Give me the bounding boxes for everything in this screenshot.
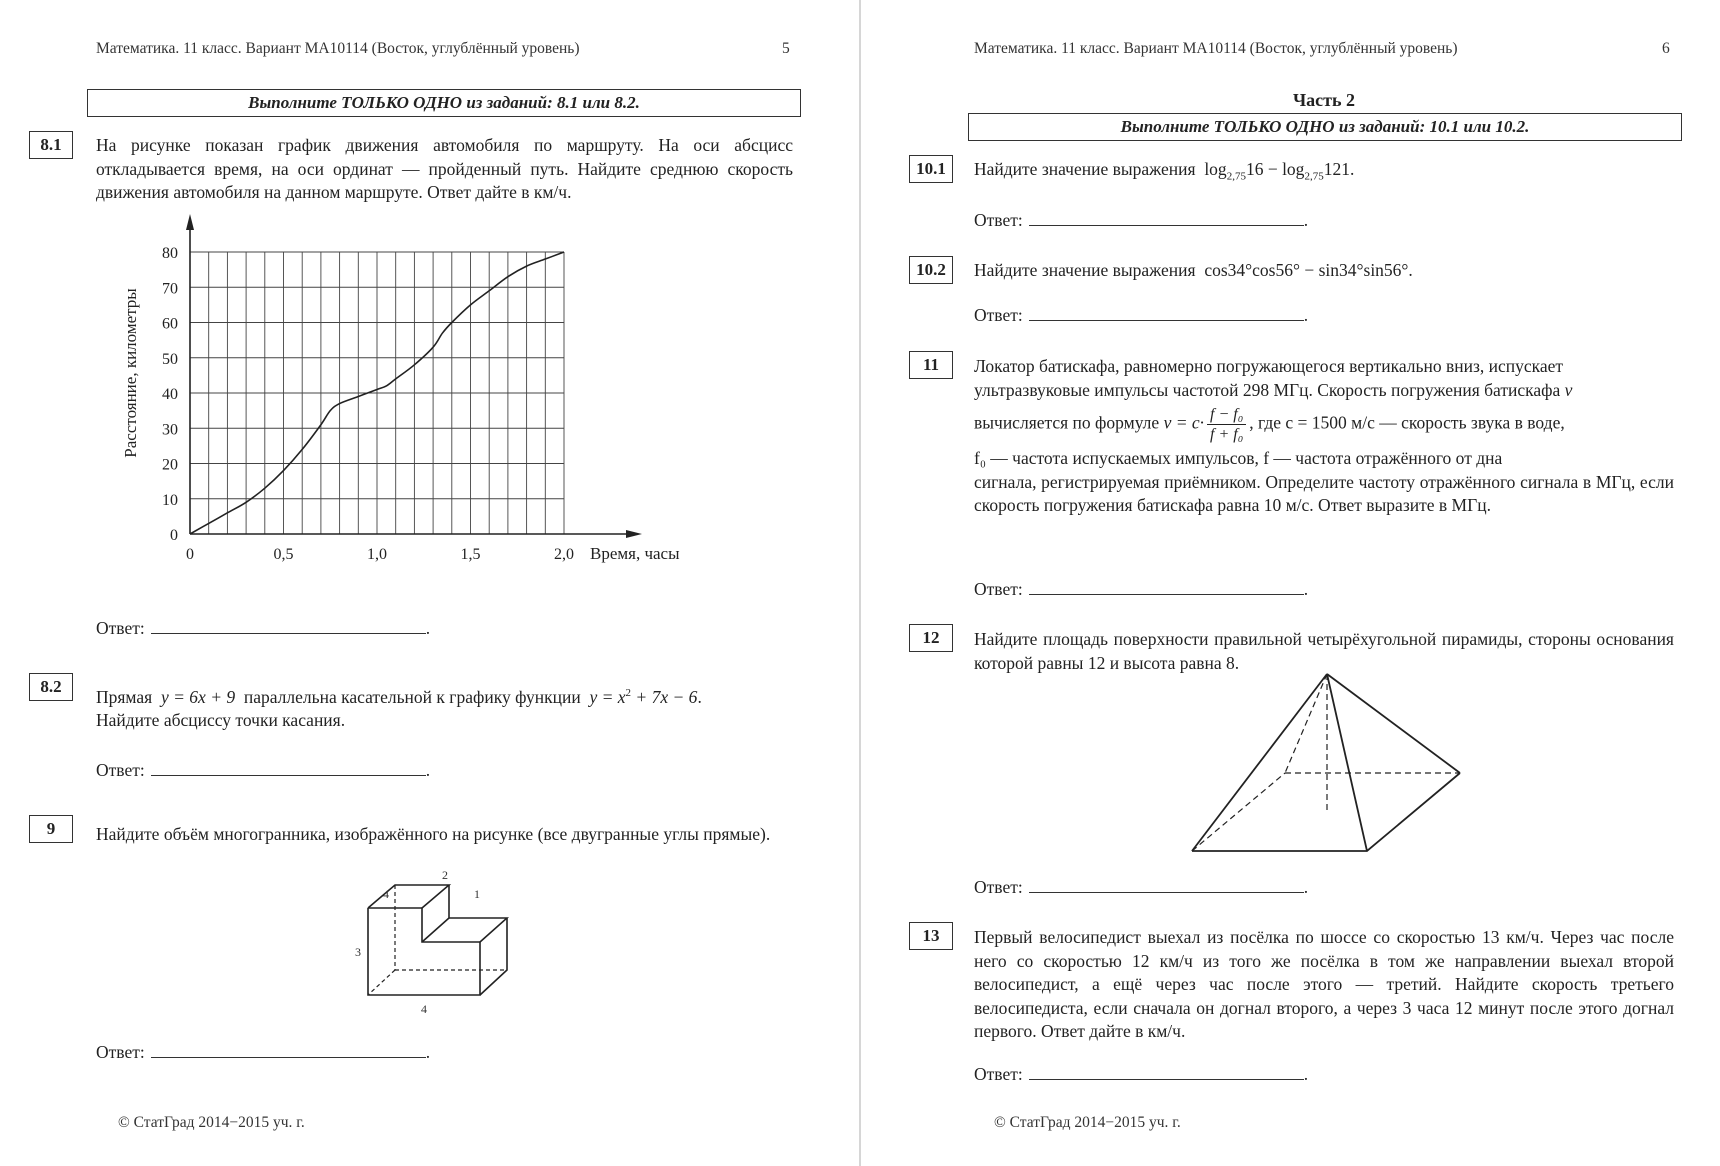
y-tick-label: 70 xyxy=(162,280,178,298)
answer-label: Ответ: xyxy=(96,618,145,638)
task-number-13: 13 xyxy=(909,922,953,950)
task-8-1-text: На рисунке показан график движения автомобиля по маршруту. На оси абсцисс откладывается время, на оси ординат — пройденный путь. Найдите среднюю скорость движения автомобиля на данном маршруте. Ответ дайте в км/ч. xyxy=(96,135,793,202)
dim-label: 4 xyxy=(383,887,389,901)
answer-12: Ответ: . xyxy=(974,877,1309,897)
answer-8-1: Ответ: . xyxy=(96,618,431,638)
y-axis-arrow xyxy=(186,214,194,230)
task-number-8-1: 8.1 xyxy=(29,131,73,159)
page-number: 5 xyxy=(782,40,790,57)
answer-field[interactable] xyxy=(1029,304,1304,321)
task-number-12: 12 xyxy=(909,624,953,652)
x-tick-label: 2,0 xyxy=(554,546,574,563)
page-header: Математика. 11 класс. Вариант МА10114 (Восток, углублённый уровень) xyxy=(974,40,1458,57)
y-tick-label: 80 xyxy=(162,245,178,262)
dim-label: 4 xyxy=(421,1002,427,1016)
answer-10-2: Ответ: . xyxy=(974,305,1309,325)
instruction-box: Выполните ТОЛЬКО ОДНО из заданий: 8.1 или 8.2. xyxy=(87,89,801,117)
y-tick-label: 30 xyxy=(162,421,178,439)
task-number-8-2: 8.2 xyxy=(29,673,73,701)
task-8-2-text: Прямая y = 6x + 9 параллельна касательной к графику функции $y = x^2 + 7x - 6$. Найдите абсциссу точки касания. xyxy=(96,686,702,731)
answer-field[interactable] xyxy=(1029,876,1304,893)
task-10-2-text: Найдите значение выражения cos34°cos56° − sin34°sin56°. xyxy=(974,260,1413,280)
answer-11: Ответ: . xyxy=(974,579,1309,599)
y-tick-label: 60 xyxy=(162,315,178,333)
part-title: Часть 2 xyxy=(1292,90,1356,110)
task-10-1-text: Найдите значение выражения $\log_{2,75}16 - \log_{2,75}121$. xyxy=(974,159,1355,183)
dim-label: 3 xyxy=(355,945,361,959)
answer-field[interactable] xyxy=(151,617,426,634)
y-tick-label: 50 xyxy=(162,350,178,368)
page-number: 6 xyxy=(1662,40,1670,57)
task-number-10-1: 10.1 xyxy=(909,155,953,183)
x-tick-label: 1,5 xyxy=(460,546,481,563)
y-tick-label: 20 xyxy=(162,456,178,474)
task-number-9: 9 xyxy=(29,815,73,843)
answer-field[interactable] xyxy=(1029,578,1304,595)
answer-13: Ответ: . xyxy=(974,1064,1309,1084)
task-number-11: 11 xyxy=(909,351,953,379)
y-tick-label: 0 xyxy=(170,527,178,544)
dim-label: 1 xyxy=(474,887,480,901)
task-13-text: Первый велосипедист выехал из посёлка по шоссе со скоростью 13 км/ч. Через час после него со скоростью 12 км/ч из того же посёлка в том же направлении выехал второй велосипедист, а ещё через час после этого — третий. Найдите скорость третьего велосипедиста, если сначала он догнал второго, а через 3 часа 12 минут после этого догнал первого. Ответ дайте в км/ч. xyxy=(974,927,1674,1041)
answer-8-2: Ответ: . xyxy=(96,760,431,780)
answer-10-1: Ответ: . xyxy=(974,210,1309,230)
instruction-box: Выполните ТОЛЬКО ОДНО из заданий: 10.1 или 10.2. xyxy=(968,113,1682,141)
y-axis-label: Расстояние, километры xyxy=(121,288,140,458)
answer-field[interactable] xyxy=(151,1041,426,1058)
task-11-text: Локатор батискафа, равномерно погружающегося вертикально вниз, испускает ультразвуковые импульсы частотой 298 МГц. Скорость погружения батискафа v вычисляется по формуле v = c· $\frac{\text{f − f₀}}{\text{f + f₀}}$ , где c = 1500 м/с — скорость звука в воде, f₀ — частота испускаемых импульсов, f — частота отражённого от дна сигнала, регистрируемая приёмником. Определите частоту отражённого сигнала в МГц, если скорость погружения батискафа равна 10 м/с. Ответ выразите в МГц. xyxy=(974,356,1674,515)
equation-function: y = x xyxy=(589,686,626,707)
dim-label: 2 xyxy=(442,868,448,882)
y-tick-label: 40 xyxy=(162,386,178,403)
page-header: Математика. 11 класс. Вариант МА10114 (Восток, углублённый уровень) xyxy=(96,40,580,57)
task-12-text: Найдите площадь поверхности правильной четырёхугольной пирамиды, стороны основания которой равны 12 и высота равна 8. xyxy=(974,629,1674,673)
x-axis-label: Время, часы xyxy=(590,544,680,563)
pyramid-figure xyxy=(1182,666,1482,862)
answer-field[interactable] xyxy=(1029,209,1304,226)
footer: © СтатГрад 2014−2015 уч. г. xyxy=(994,1114,1181,1131)
answer-field[interactable] xyxy=(1029,1063,1304,1080)
task-number-10-2: 10.2 xyxy=(909,256,953,284)
x-axis-arrow xyxy=(626,530,642,538)
x-tick-label: 0 xyxy=(186,546,194,563)
equation-line: y = 6x + 9 xyxy=(160,686,236,707)
y-tick-label: 10 xyxy=(162,491,178,509)
polyhedron-figure xyxy=(350,860,540,1020)
x-tick-label: 0,5 xyxy=(273,546,294,563)
formula-fraction: $\frac{\text{f − f₀}}{\text{f + f₀}}$ xyxy=(1207,405,1246,444)
right-page xyxy=(862,0,1720,1166)
task-9-text: Найдите объём многогранника, изображённого на рисунке (все двугранные углы прямые). xyxy=(96,824,771,844)
answer-9: Ответ: . xyxy=(96,1042,431,1062)
footer: © СтатГрад 2014−2015 уч. г. xyxy=(118,1114,305,1131)
x-tick-label: 1,0 xyxy=(367,546,387,563)
answer-field[interactable] xyxy=(151,759,426,776)
distance-time-chart xyxy=(120,208,770,583)
